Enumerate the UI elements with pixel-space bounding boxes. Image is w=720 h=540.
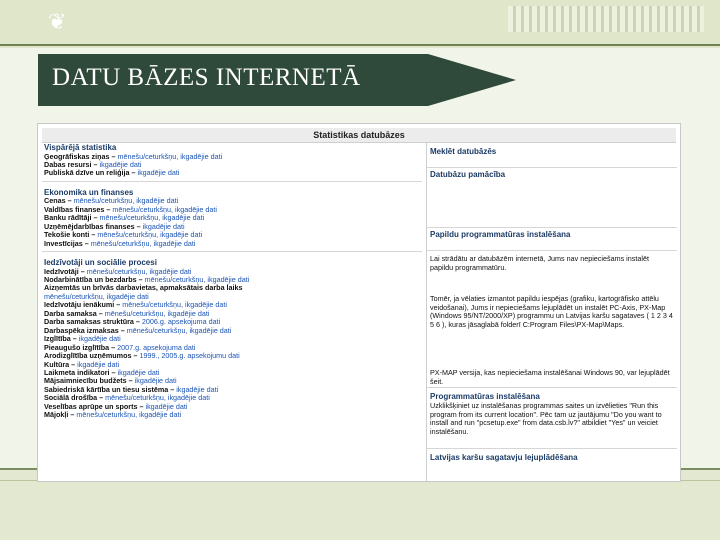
dash-separator: – bbox=[126, 377, 135, 386]
data-frequency-link[interactable]: mēnešu/ceturkšņu, ikgadējie dati bbox=[122, 301, 227, 310]
dash-separator: – bbox=[168, 385, 177, 394]
data-frequency-link[interactable]: ikgadējie dati bbox=[78, 335, 121, 344]
dash-separator: – bbox=[96, 309, 105, 318]
decorative-stripes bbox=[508, 6, 704, 32]
data-frequency-link[interactable]: mēnešu/ceturkšņu, ikgadējie dati bbox=[44, 292, 149, 301]
section-divider bbox=[42, 251, 422, 252]
database-name-link[interactable]: Uzņēmējdarbības finanses bbox=[44, 222, 135, 231]
list-item[interactable] bbox=[42, 369, 422, 377]
page-header: Statistikas datubāzes bbox=[42, 128, 676, 143]
database-name-link[interactable]: Mājsaimniecību budžets bbox=[44, 377, 127, 386]
data-frequency-link[interactable]: mēnešu/ceturkšņu, ikgadējie dati bbox=[144, 276, 250, 285]
database-name-link[interactable]: Laikmeta indikatori bbox=[44, 369, 110, 378]
dash-separator: – bbox=[89, 231, 98, 240]
database-list bbox=[42, 143, 422, 482]
list-item[interactable] bbox=[42, 361, 422, 369]
panel-divider bbox=[427, 227, 677, 228]
section-title: Ekonomika un finanses bbox=[44, 187, 134, 197]
database-name-link[interactable]: Tekošie konti bbox=[44, 231, 90, 240]
list-item[interactable] bbox=[42, 153, 422, 161]
install-title: Programmatūras instalēšana bbox=[430, 392, 540, 401]
data-frequency-link[interactable]: mēnešu/ceturkšņu, ikgadējie dati bbox=[126, 326, 232, 335]
section-divider bbox=[42, 181, 422, 182]
dash-separator: – bbox=[133, 318, 142, 327]
dash-separator: – bbox=[70, 335, 79, 344]
list-item[interactable] bbox=[42, 231, 422, 239]
data-frequency-link[interactable]: ikgadējie dati bbox=[137, 169, 180, 178]
dash-separator: – bbox=[97, 394, 106, 403]
list-item[interactable] bbox=[42, 301, 422, 309]
dash-separator: – bbox=[109, 152, 118, 161]
dash-separator: – bbox=[114, 301, 123, 310]
data-frequency-link[interactable]: 2007.g. apsekojuma dati bbox=[117, 343, 196, 352]
list-item[interactable] bbox=[42, 327, 422, 335]
database-name-link[interactable]: Kultūra bbox=[44, 360, 70, 369]
list-item[interactable] bbox=[42, 214, 422, 222]
dash-separator: – bbox=[68, 411, 77, 420]
dash-separator: – bbox=[109, 369, 118, 378]
data-frequency-link[interactable]: ikgadējie dati bbox=[145, 402, 188, 411]
dash-separator: – bbox=[118, 326, 127, 335]
software-text-2: Tomēr, ja vēlaties izmantot papildu iespējas (grafiku, kartogrāfisko attēlu veidošanai), Jums ir nepieciešams lejuplādēt un instalēt PC-Axis, PX-Map (Windows 95/NT/2000/XP) programmu un Latvijas karšu sagataves ( 1 2 3 4 5 6 ), kuras jāsaglabā folderī C:Program Files\PX-Map\Maps. bbox=[430, 294, 673, 329]
data-frequency-link[interactable]: ikgadējie dati bbox=[134, 377, 177, 386]
list-item[interactable] bbox=[42, 276, 422, 284]
database-name-link[interactable]: Ģeogrāfiskas ziņas bbox=[44, 152, 110, 161]
title-banner-arrow bbox=[428, 54, 516, 106]
data-frequency-link[interactable]: mēnešu/ceturkšņu, ikgadējie dati bbox=[99, 214, 205, 223]
dash-separator: – bbox=[69, 360, 78, 369]
panel-divider bbox=[427, 250, 677, 251]
database-name-link[interactable]: Darba samaksas struktūra bbox=[44, 318, 134, 327]
software-install-title: Papildu programmatūras instalēšana bbox=[430, 230, 571, 239]
database-name-link[interactable]: Iedzīvotāji bbox=[44, 267, 79, 276]
section-population-social bbox=[42, 258, 422, 420]
database-name-link[interactable]: Dabas resursi bbox=[44, 160, 92, 169]
list-item[interactable] bbox=[42, 161, 422, 169]
panel-divider bbox=[427, 387, 677, 388]
panel-divider bbox=[427, 448, 677, 449]
list-item[interactable] bbox=[42, 411, 422, 419]
database-name-link[interactable]: Publiskā dzīve un reliģija bbox=[44, 169, 130, 178]
data-frequency-link[interactable]: mēnešu/ceturkšņu, ikgadējie dati bbox=[112, 205, 218, 214]
dash-separator: – bbox=[137, 402, 146, 411]
top-divider bbox=[0, 44, 720, 46]
database-name-link[interactable]: Sociālā drošība bbox=[44, 394, 98, 403]
list-item[interactable] bbox=[42, 240, 422, 248]
database-name-link[interactable]: Banku rādītāji bbox=[44, 214, 92, 223]
database-name-link[interactable]: Mājokļi bbox=[44, 411, 69, 420]
data-frequency-link[interactable]: ikgadējie dati bbox=[77, 360, 120, 369]
data-frequency-link[interactable]: ikgadējie dati bbox=[142, 222, 185, 231]
dash-separator: – bbox=[136, 276, 145, 285]
data-frequency-link[interactable]: mēnešu/ceturkšņu, ikgadējie dati bbox=[86, 267, 192, 276]
ornament-icon: ❦ bbox=[48, 10, 67, 35]
database-name-link[interactable]: Izglītība bbox=[44, 335, 71, 344]
data-frequency-link[interactable]: ikgadējie dati bbox=[99, 160, 142, 169]
database-name-link[interactable]: Sabiedriskā kārtība un tiesu sistēma bbox=[44, 385, 169, 394]
software-text-1: Lai strādātu ar datubāzēm internetā, Jums nav nepieciešams instalēt papildu programmatūru. bbox=[430, 254, 649, 272]
dash-separator: – bbox=[91, 214, 100, 223]
database-page-screenshot bbox=[37, 123, 681, 482]
list-item[interactable] bbox=[42, 206, 422, 214]
database-name-link[interactable]: Investīcijas bbox=[44, 239, 83, 248]
list-item[interactable] bbox=[42, 268, 422, 276]
dash-separator: – bbox=[131, 352, 140, 361]
data-frequency-link[interactable]: mēnešu/ceturkšņu, ikgadējie dati bbox=[105, 394, 210, 403]
data-frequency-link[interactable]: mēnešu/ceturkšņu, ikgadējie dati bbox=[73, 197, 179, 206]
section-title: Vispārējā statistika bbox=[44, 143, 117, 152]
database-name-link[interactable]: Valdības finanses bbox=[44, 205, 105, 214]
dash-separator: – bbox=[104, 205, 113, 214]
data-frequency-link[interactable]: 2006.g. apsekojuma dati bbox=[141, 318, 221, 327]
list-item[interactable] bbox=[42, 169, 422, 177]
database-name-link[interactable]: Veselības aprūpe un sports bbox=[44, 402, 138, 411]
data-frequency-link[interactable]: mēnešu/ceturkšņu, ikgadējie dati bbox=[117, 152, 223, 161]
list-item[interactable] bbox=[42, 197, 422, 205]
list-item[interactable] bbox=[42, 310, 422, 318]
section-general-statistics bbox=[42, 143, 422, 178]
list-item[interactable] bbox=[42, 335, 422, 343]
database-name-link[interactable]: Cenas bbox=[44, 197, 66, 206]
list-item[interactable] bbox=[42, 284, 422, 292]
database-name-link[interactable]: Pieaugušo izglītība bbox=[44, 343, 110, 352]
maps-download-title: Latvijas karšu sagatavju lejuplādēšana bbox=[430, 453, 578, 462]
data-frequency-link[interactable]: mēnešu/ceturkšņu, ikgadējie dati bbox=[76, 411, 182, 420]
list-item[interactable] bbox=[42, 344, 422, 352]
list-item[interactable] bbox=[42, 293, 422, 301]
dash-separator: – bbox=[91, 160, 100, 169]
section-economy-finance bbox=[42, 188, 422, 248]
database-name-link[interactable]: Arodizglītība uzņēmumos bbox=[44, 352, 132, 361]
list-item[interactable] bbox=[42, 386, 422, 394]
database-name-link[interactable]: Darba samaksa bbox=[44, 309, 97, 318]
data-frequency-link[interactable]: 1999., 2005.g. apsekojumu dati bbox=[139, 352, 240, 361]
database-name-link[interactable]: Aizņemtās un brīvās darbavietas, apmaksātais darba laiks bbox=[44, 284, 243, 293]
dash-separator: – bbox=[65, 197, 74, 206]
list-item[interactable] bbox=[42, 394, 422, 402]
data-frequency-link[interactable]: ikgadējie dati bbox=[117, 369, 160, 378]
slide-title: DATU BĀZES INTERNETĀ bbox=[52, 64, 361, 91]
list-item[interactable] bbox=[42, 377, 422, 385]
data-frequency-link[interactable]: mēnešu/ceturkšņu, ikgadējie dati bbox=[104, 309, 210, 318]
panel-divider bbox=[427, 167, 677, 168]
dash-separator: – bbox=[109, 343, 118, 352]
dash-separator: – bbox=[134, 222, 143, 231]
database-name-link[interactable]: Nodarbinātība un bezdarbs bbox=[44, 276, 137, 285]
dash-separator: – bbox=[78, 267, 87, 276]
database-name-link[interactable]: Iedzīvotāju ienākumi bbox=[44, 301, 115, 310]
database-guide-link[interactable]: Datubāzu pamācība bbox=[430, 170, 506, 179]
side-panel bbox=[426, 143, 677, 482]
list-item[interactable] bbox=[42, 318, 422, 326]
search-databases-link[interactable]: Meklēt datubāzēs bbox=[430, 147, 497, 156]
data-frequency-link[interactable]: ikgadējie dati bbox=[176, 385, 219, 394]
software-text-3: PX-MAP versija, kas nepieciešama instalēšanai Windows 90, var lejuplādēt šeit. bbox=[430, 368, 670, 386]
dash-separator: – bbox=[129, 169, 138, 178]
data-frequency-link[interactable]: mēnešu/ceturkšņu, ikgadējie dati bbox=[97, 231, 203, 240]
dash-separator: – bbox=[82, 239, 91, 248]
list-item[interactable] bbox=[42, 403, 422, 411]
data-frequency-link[interactable]: mēnešu/ceturkšņu, ikgadējie dati bbox=[90, 239, 196, 248]
list-item[interactable] bbox=[42, 223, 422, 231]
list-item[interactable] bbox=[42, 352, 422, 360]
install-text: Uzklikšķiniet uz instalēšanas programmas saites un izvēlieties "Run this program from its current location". Pēc tam uz jautājumu "Do you want to install and run "pcsetup.exe" from data.csb.lv?" atbildiet "Yes" un veiciet instalēšanu. bbox=[430, 401, 662, 436]
database-name-link[interactable]: Darbaspēka izmaksas bbox=[44, 326, 119, 335]
section-title: Iedzīvotāji un sociālie procesi bbox=[44, 258, 157, 268]
